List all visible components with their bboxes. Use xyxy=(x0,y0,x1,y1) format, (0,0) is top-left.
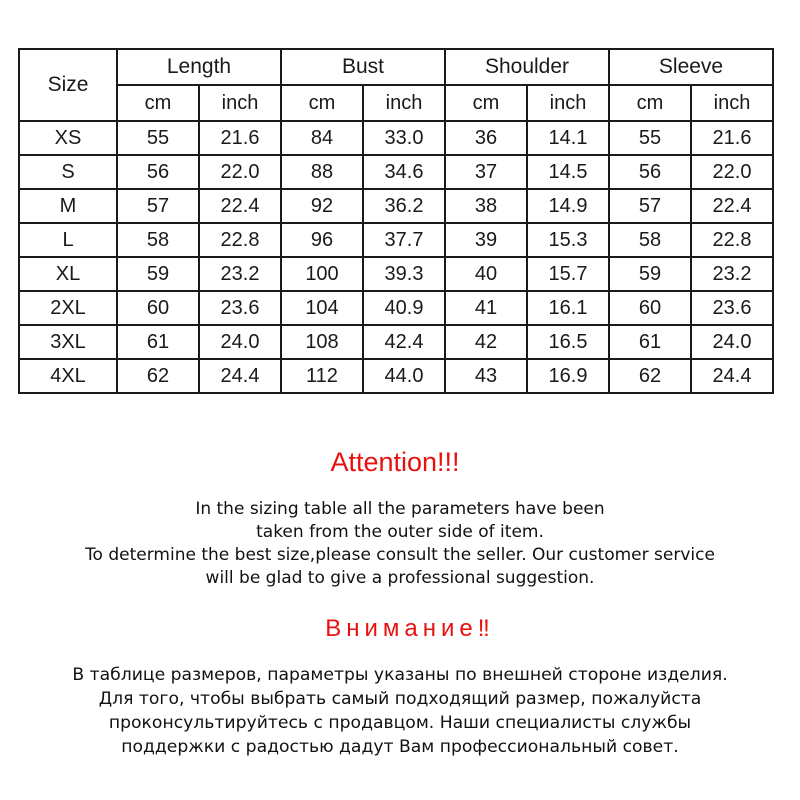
measurement-cell: 62 xyxy=(609,359,691,393)
size-label-cell: L xyxy=(19,223,117,257)
measurement-cell: 24.0 xyxy=(691,325,773,359)
measurement-cell: 55 xyxy=(117,121,199,155)
measurement-cell: 42 xyxy=(445,325,527,359)
attention-heading: Attention!!! xyxy=(330,447,460,477)
measurement-cell: 56 xyxy=(609,155,691,189)
measurement-cell: 22.4 xyxy=(199,189,281,223)
note-line: taken from the outer side of item. xyxy=(256,522,544,542)
measurement-cell: 59 xyxy=(117,257,199,291)
measurement-cell: 40 xyxy=(445,257,527,291)
size-row xyxy=(19,223,773,257)
size-row xyxy=(19,155,773,189)
measurement-cell: 59 xyxy=(609,257,691,291)
note-line: will be glad to give a professional suggestion. xyxy=(205,568,595,588)
sizing-note-russian xyxy=(0,663,800,759)
measurement-cell: 33.0 xyxy=(363,121,445,155)
bust-group-header: Bust xyxy=(281,49,445,85)
length-group-header: Length xyxy=(117,49,281,85)
measurement-cell: 42.4 xyxy=(363,325,445,359)
measurement-cell: 40.9 xyxy=(363,291,445,325)
measurement-cell: 22.8 xyxy=(691,223,773,257)
unit-header: cm xyxy=(117,85,199,121)
measurement-cell: 56 xyxy=(117,155,199,189)
size-row xyxy=(19,325,773,359)
measurement-cell: 60 xyxy=(117,291,199,325)
measurement-group-header-row xyxy=(19,49,773,85)
measurement-cell: 22.0 xyxy=(691,155,773,189)
unit-header: inch xyxy=(199,85,281,121)
unit-header: inch xyxy=(527,85,609,121)
unit-header: cm xyxy=(609,85,691,121)
measurement-cell: 61 xyxy=(117,325,199,359)
measurement-cell: 16.9 xyxy=(527,359,609,393)
size-row xyxy=(19,291,773,325)
measurement-cell: 61 xyxy=(609,325,691,359)
note-line: In the sizing table all the parameters have been xyxy=(195,499,605,519)
sizing-note-outer-side xyxy=(0,498,800,544)
measurement-cell: 22.4 xyxy=(691,189,773,223)
measurement-cell: 21.6 xyxy=(199,121,281,155)
note-line: проконсультируйтесь с продавцом. Наши специалисты службы xyxy=(108,713,692,733)
measurement-cell: 23.6 xyxy=(199,291,281,325)
measurement-cell: 60 xyxy=(609,291,691,325)
sizing-note-consult-seller xyxy=(0,544,800,590)
measurement-cell: 39.3 xyxy=(363,257,445,291)
measurement-cell: 58 xyxy=(117,223,199,257)
unit-header: cm xyxy=(281,85,363,121)
measurement-cell: 55 xyxy=(609,121,691,155)
size-label-cell: 4XL xyxy=(19,359,117,393)
measurement-cell: 44.0 xyxy=(363,359,445,393)
shoulder-group-header: Shoulder xyxy=(445,49,609,85)
measurement-cell: 96 xyxy=(281,223,363,257)
size-table-body xyxy=(19,121,773,393)
note-line: поддержки с радостью дадут Вам профессиональный совет. xyxy=(121,737,679,757)
measurement-cell: 100 xyxy=(281,257,363,291)
measurement-cell: 14.9 xyxy=(527,189,609,223)
note-line: To determine the best size,please consult the seller. Our customer service xyxy=(85,545,715,565)
unit-header-row xyxy=(19,85,773,121)
sleeve-group-header: Sleeve xyxy=(609,49,773,85)
measurement-cell: 37.7 xyxy=(363,223,445,257)
measurement-cell: 22.0 xyxy=(199,155,281,189)
measurement-cell: 84 xyxy=(281,121,363,155)
measurement-cell: 39 xyxy=(445,223,527,257)
unit-header: inch xyxy=(691,85,773,121)
measurement-cell: 108 xyxy=(281,325,363,359)
note-line: В таблице размеров, параметры указаны по внешней стороне изделия. xyxy=(72,665,728,685)
measurement-cell: 15.3 xyxy=(527,223,609,257)
unit-header: inch xyxy=(363,85,445,121)
measurement-cell: 104 xyxy=(281,291,363,325)
measurement-cell: 37 xyxy=(445,155,527,189)
measurement-cell: 14.1 xyxy=(527,121,609,155)
measurement-cell: 22.8 xyxy=(199,223,281,257)
measurement-cell: 15.7 xyxy=(527,257,609,291)
measurement-cell: 34.6 xyxy=(363,155,445,189)
note-line: Для того, чтобы выбрать самый подходящий размер, пожалуйста xyxy=(98,689,702,709)
size-chart-table xyxy=(18,48,774,394)
measurement-cell: 43 xyxy=(445,359,527,393)
attention-heading-russian: Внимание‼ xyxy=(325,615,495,642)
measurement-cell: 38 xyxy=(445,189,527,223)
measurement-cell: 57 xyxy=(609,189,691,223)
unit-header: cm xyxy=(445,85,527,121)
measurement-cell: 88 xyxy=(281,155,363,189)
measurement-cell: 41 xyxy=(445,291,527,325)
measurement-cell: 58 xyxy=(609,223,691,257)
size-label-cell: XS xyxy=(19,121,117,155)
measurement-cell: 36 xyxy=(445,121,527,155)
size-label-cell: 2XL xyxy=(19,291,117,325)
measurement-cell: 23.2 xyxy=(199,257,281,291)
size-column-header: Size xyxy=(19,49,117,121)
measurement-cell: 14.5 xyxy=(527,155,609,189)
measurement-cell: 16.1 xyxy=(527,291,609,325)
measurement-cell: 112 xyxy=(281,359,363,393)
size-label-cell: 3XL xyxy=(19,325,117,359)
size-label-cell: S xyxy=(19,155,117,189)
measurement-cell: 62 xyxy=(117,359,199,393)
measurement-cell: 23.6 xyxy=(691,291,773,325)
measurement-cell: 57 xyxy=(117,189,199,223)
size-row xyxy=(19,257,773,291)
measurement-cell: 24.0 xyxy=(199,325,281,359)
size-label-cell: XL xyxy=(19,257,117,291)
size-row xyxy=(19,189,773,223)
size-row xyxy=(19,121,773,155)
measurement-cell: 24.4 xyxy=(199,359,281,393)
size-label-cell: M xyxy=(19,189,117,223)
size-row xyxy=(19,359,773,393)
measurement-cell: 92 xyxy=(281,189,363,223)
measurement-cell: 36.2 xyxy=(363,189,445,223)
measurement-cell: 23.2 xyxy=(691,257,773,291)
measurement-cell: 24.4 xyxy=(691,359,773,393)
measurement-cell: 16.5 xyxy=(527,325,609,359)
measurement-cell: 21.6 xyxy=(691,121,773,155)
